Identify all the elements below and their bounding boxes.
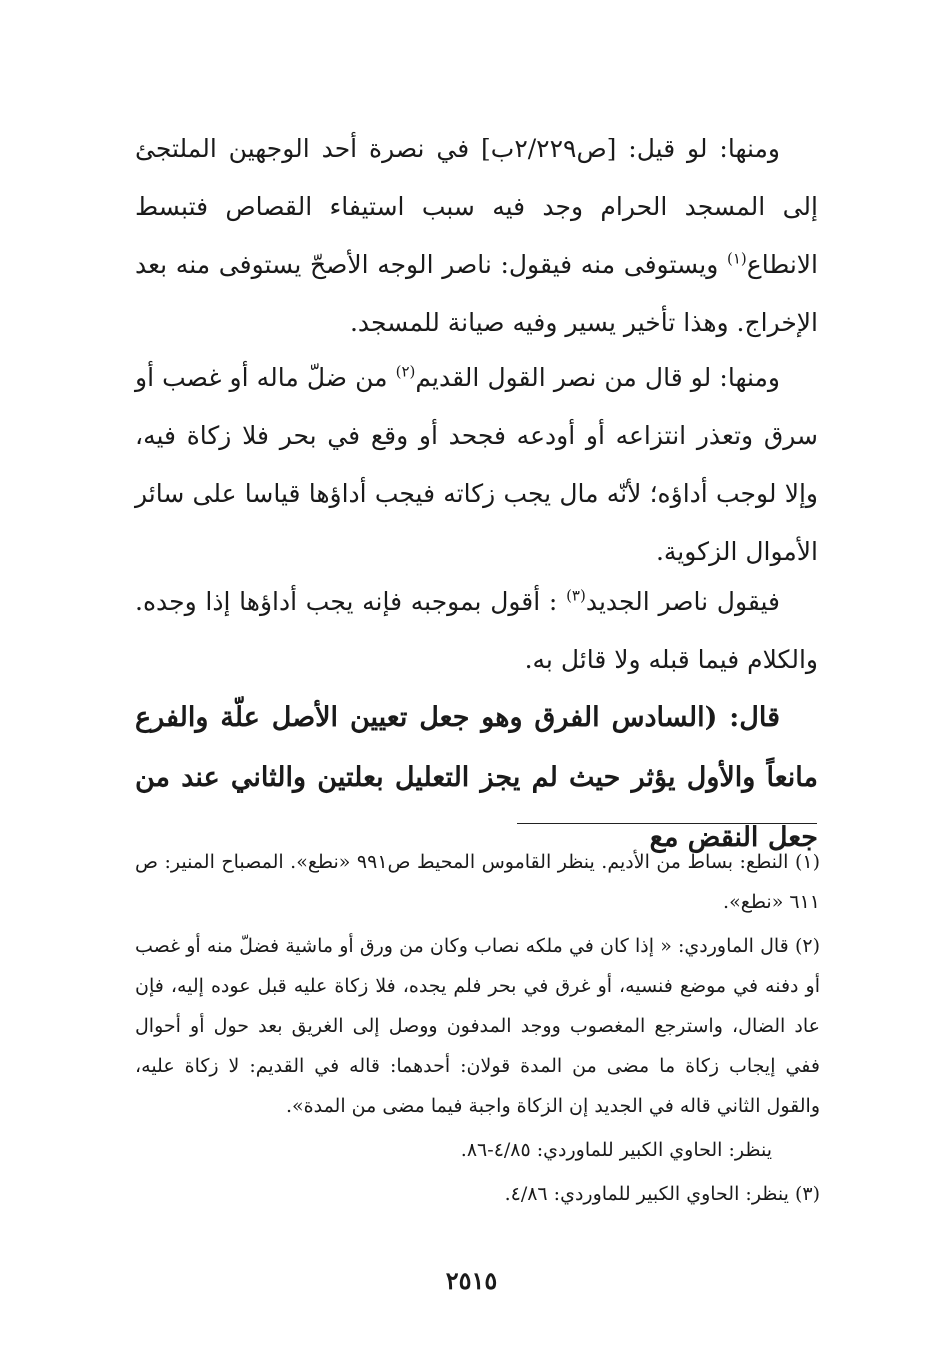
quoted-statement: قال: (السادس الفرق وهو جعل تعيين الأصل علّة والفرع مانعاً والأول يؤثر حيث لم يجز التعليل بعلتين والثاني عند من جعل النقض مع (135, 702, 818, 853)
footnote-2: (٢) قال الماوردي: « إذا كان في ملكه نصاب وكان من ورق أو ماشية فضلّ منه أو غصب أو دفنه في موضع فنسيه، أو غرق في بحر فلم يجده، فلا زكاة عليه قبل عوده إليه، فإن عاد الضال، واسترجع المغصوب ووجد المدفون ووصل إلى الغريق بعد حول أو أحوال ففي إيجاب زكاة ما مضى من المدة قولان: أحدهما: قاله في القديم: لا زكاة عليه، والقول الثاني قاله في الجديد إن الزكاة واجبة فيما مضى من المدة». (135, 935, 820, 1117)
paragraph-1-text: ومنها: لو قيل: [ص٢/٢٢٩ب] في نصرة أحد الوجهين الملتجئ إلى المسجد الحرام وجد فيه سبب استيفاء القصاص فتبسط الانطاع (135, 134, 818, 279)
footnote-3: (٣) ينظر: الحاوي الكبير للماوردي: ٤/٨٦. (504, 1183, 820, 1205)
footnote-ref-1[interactable]: (١) (727, 249, 747, 268)
footnotes-section (135, 842, 820, 1218)
paragraph-2-tail: من ضلّ ماله أو غصب أو سرق وتعذر انتزاعه أو أودعه فجحد أو وقع في بحر فلا زكاة فيه، وإلا لوجب أداؤه؛ لأنّه مال يجب زكاته فيجب أداؤها قياسا على سائر الأموال الزكوية. (135, 363, 818, 566)
footnote-ref-3[interactable]: (٣) (566, 586, 586, 605)
paragraph-1-tail: ويستوفى منه فيقول: ناصر الوجه الأصحّ يستوفى منه بعد الإخراج. وهذا تأخير يسير وفيه صيانة للمسجد. (135, 250, 818, 337)
footnote-2-reference: ينظر: الحاوي الكبير للماوردي: ٤/٨٥-٨٦. (460, 1139, 772, 1161)
footnote-1: (١) النطع: بساط من الأديم. ينظر القاموس المحيط ص٩٩١ «نطع». المصباح المنير: ص ٦١١ «نطع». (135, 851, 820, 913)
paragraph-3-tail: : أقول بموجبه فإنه يجب أداؤها إذا وجده. والكلام فيما قبله ولا قائل به. (135, 587, 818, 674)
paragraph-2 (135, 349, 818, 581)
paragraph-1 (135, 120, 818, 352)
footnote-ref-2[interactable]: (٢) (395, 362, 416, 381)
paragraph-3-text: فيقول ناصر الجديد (585, 587, 780, 616)
paragraph-3 (135, 573, 818, 689)
paragraph-2-text: ومنها: لو قال من نصر القول القديم (415, 363, 780, 392)
page-number: ٢٥١٥ (445, 1266, 498, 1295)
footnote-separator (517, 823, 817, 824)
